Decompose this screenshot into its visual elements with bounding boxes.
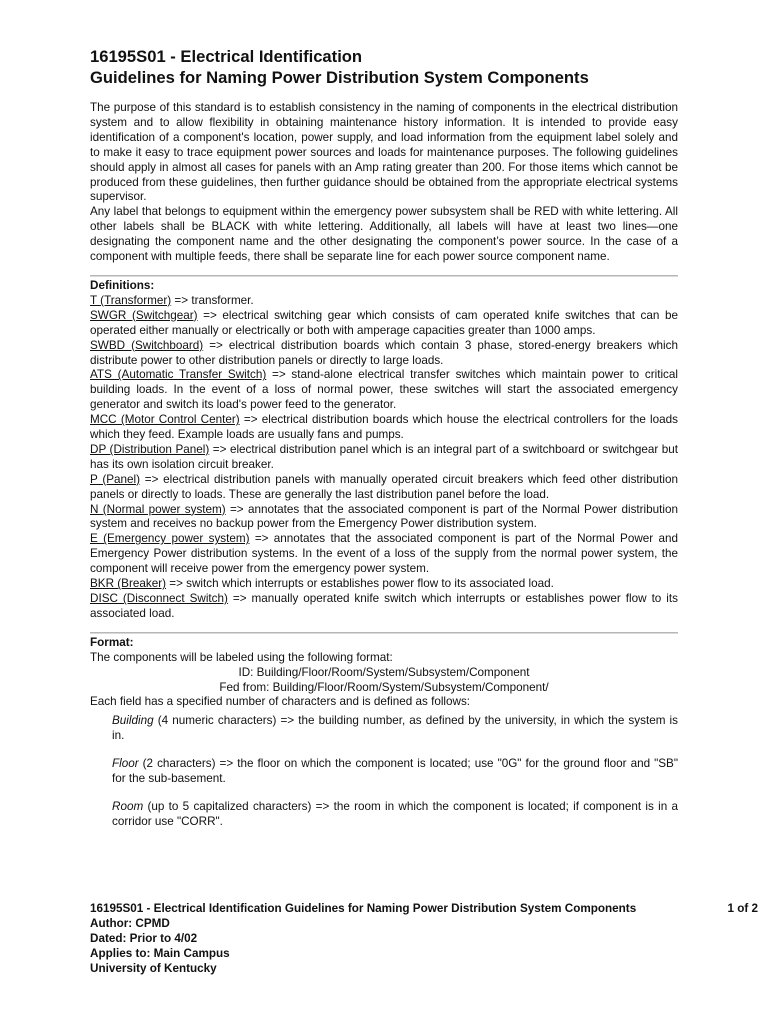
format-fed-line: Fed from: Building/Floor/Room/System/Subsystem/Component/ [219,680,549,694]
page-footer [90,901,758,976]
definitions-heading: Definitions: [90,278,155,292]
definition-item [90,413,678,443]
footer-dated: Dated: Prior to 4/02 [90,932,198,945]
definition-desc: => annotates that the associated component is part of the Normal Power and Emergency Power distribution systems. In the event of a loss of the supply from the normal power system, the component will receive power from the emergency power system. [90,532,679,576]
definition-desc: => electrical switching gear which consists of cam operated knife switches that can be operated either manually or electrically or both with amperage capacities greater than 1000 amps. [90,308,678,337]
format-id-line: ID: Building/Floor/Room/System/Subsystem/Component [238,665,530,679]
definition-term: BKR (Breaker) [90,577,166,591]
definition-item [90,339,678,369]
definition-item [90,473,678,503]
definition-term: T (Transformer) [90,293,172,307]
footer-applies-to: Applies to: Main Campus [90,947,230,960]
format-field-name: Floor [112,757,139,771]
format-field-desc: (up to 5 capitalized characters) => the room in which the component is located; if component is in a corridor use "CORR". [112,799,678,828]
definition-item [90,577,678,592]
definition-desc: => electrical distribution boards which house the electrical controllers for the loads which they feed. Example loads are usually fans and pumps. [90,413,678,442]
definition-desc: => annotates that the associated component is part of the Normal Power distribution system and receives no backup power from the Emergency Power distribution system. [90,502,678,531]
definition-item [90,532,678,577]
definition-desc: => switch which interrupts or establishes power flow to its associated load. [166,577,554,591]
format-field-desc: (4 numeric characters) => the building number, as defined by the university, in which the system is in. [112,714,678,743]
format-heading: Format: [90,635,134,649]
definition-item [90,592,678,622]
definition-item [90,503,678,533]
definition-desc: => electrical distribution panel which is an integral part of a switchboard or switchgear but has its own isolation circuit breaker. [90,442,679,471]
definition-desc: => electrical distribution boards which contain 3 phase, stored-energy breakers which distribute power to other distribution panels or directly to large loads. [90,338,678,367]
definition-term: E (Emergency power system) [90,532,250,546]
intro-paragraph-1: The purpose of this standard is to establish consistency in the naming of components in the electrical distribution system and to allow flexibility in obtaining maintenance history information. It is intended to provide easy identification of a component's location, power supply, and load information from the equipment label solely and to make it easy to trace equipment power sources and loads for maintenance purposes. The following guidelines should apply in almost all cases for panels with an Amp rating greater than 200. For those items which cannot be produced from these guidelines, then further guidance should be obtained from the appropriate electrical systems supervisor. [90,101,678,204]
definition-item [90,443,678,473]
definition-term: DISC (Disconnect Switch) [90,592,228,605]
format-field-desc: (2 characters) => the floor on which the component is located; use "0G" for the ground floor and "SB" for the sub-basement. [112,757,678,786]
format-intro: The components will be labeled using the following format: [90,650,393,664]
format-fields-list [112,714,678,829]
document-title-line-2: Guidelines for Naming Power Distribution System Components [90,68,589,87]
document-page [90,46,678,843]
page-number: 1 of 2 [727,902,758,915]
definition-term: MCC (Motor Control Center) [90,413,240,427]
definition-term: SWBD (Switchboard) [90,338,204,352]
definitions-list [90,294,678,622]
definition-term: DP (Distribution Panel) [90,442,210,456]
definition-desc: => stand-alone electrical transfer switches which maintain power to critical building loads. In the event of a loss of normal power, these switches will start the associated emergency generator and switch its load's power feed to the generator. [90,368,678,412]
definition-desc: => transformer. [171,293,254,307]
definition-term: P (Panel) [90,472,141,486]
section-divider [90,275,678,276]
definition-desc: => manually operated knife switch which interrupts or establishes power flow to its associated load. [90,592,678,620]
definition-desc: => electrical distribution panels with manually operated circuit breakers which feed other distribution panels or directly to loads. These are generally the last distribution panel before the load. [90,472,678,501]
format-field-name: Building [112,714,154,728]
definition-item [90,368,678,413]
footer-author: Author: CPMD [90,917,170,930]
definition-term: N (Normal power system) [90,502,226,516]
format-field-item [112,714,678,744]
definition-item [90,294,678,309]
section-divider [90,632,678,633]
format-field-name: Room [112,799,144,813]
format-field-item [112,757,678,787]
definition-term: SWGR (Switchgear) [90,308,198,322]
footer-document-title: 16195S01 - Electrical Identification Guidelines for Naming Power Distribution System Components [90,902,637,915]
format-field-item [112,800,678,830]
definition-item [90,309,678,339]
definition-term: ATS (Automatic Transfer Switch) [90,368,267,382]
intro-paragraph-2: Any label that belongs to equipment within the emergency power subsystem shall be RED with white lettering. All other labels shall be BLACK with white lettering. Additionally, all labels will have at least two lines—one designating the component name and the other designating the component’s power source. In the case of a component with multiple feeds, there shall be separate line for each power source component name. [90,205,678,264]
footer-organization: University of Kentucky [90,962,217,975]
format-fields-intro: Each field has a specified number of characters and is defined as follows: [90,695,471,709]
document-title-line-1: 16195S01 - Electrical Identification [90,47,363,66]
